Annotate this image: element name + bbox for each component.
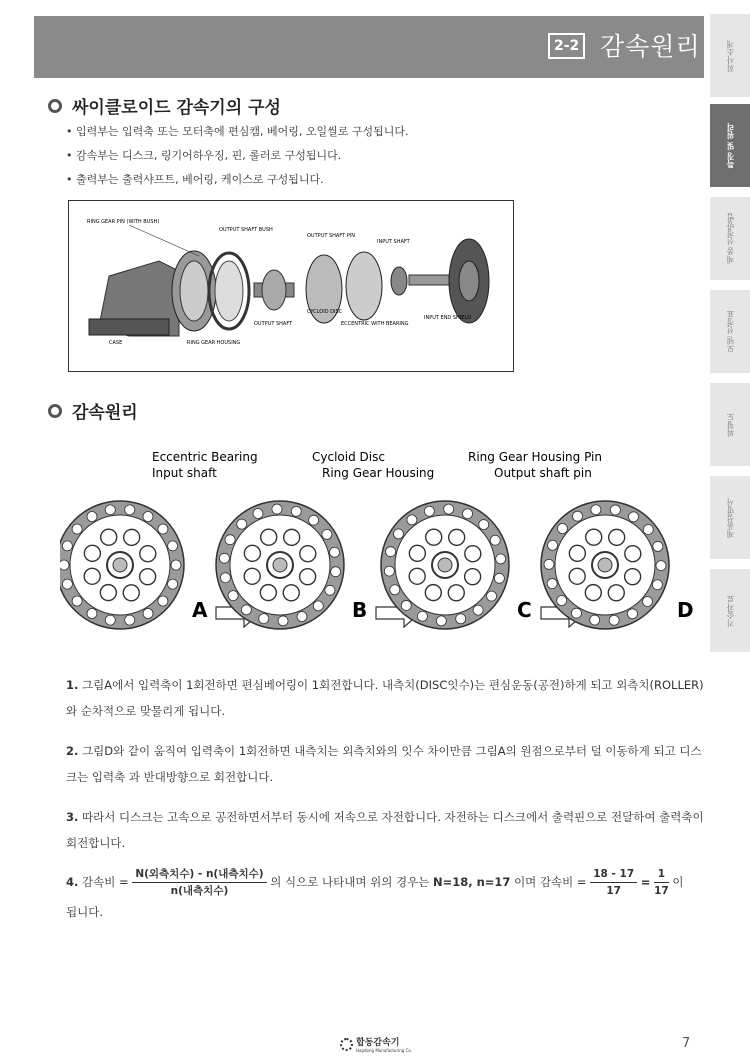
side-tab-dimensions[interactable]: 외형도 [710,383,750,469]
label-output-shaft-pin: Output shaft pin [494,466,592,480]
side-tab-manual[interactable]: 제품설명서 [710,476,750,562]
reduction-principle-diagram [60,445,720,645]
label-ring-gear-housing-pin: Ring Gear Housing Pin [468,450,602,464]
list-item: • 출력부는 출력샤프트, 베어링, 케이스로 구성됩니다. [66,168,409,192]
disc-stage-c [381,501,509,629]
stage-letter-c: C [517,598,532,622]
label-ring-gear-housing: Ring Gear Housing [322,466,435,480]
page-number: 7 [682,1036,691,1051]
ratio-fraction-1: $\frac{18 - 17}{17}$ [590,866,637,899]
side-tab-model-table[interactable]: 모델 선정표 [710,290,750,376]
exploded-view-figure [68,200,514,372]
label-ring-gear-housing: RING GEAR HOUSING [187,340,241,346]
label-eccentric-bearing: ECCENTRIC WITH BEARING [341,321,409,327]
label-ring-gear-pin: RING GEAR PIN (WITH BUSH) [87,219,160,225]
ratio-formula: $\frac{\text{N(외측치수) - n(내측치수)}}{\text{n(내측치수)}}$ [132,866,266,899]
stage-letter-b: B [352,598,368,622]
label-cycloid-disc: Cycloid Disc [312,450,385,464]
label-input-end-shield: INPUT END SHIELD [424,315,472,321]
gear-icon [340,1038,353,1051]
side-tab-company[interactable]: 회사소개 [710,14,750,100]
ring-bullet-icon [48,404,62,418]
section-title: 감속원리 [600,32,701,61]
paragraph-1: 1. 그림A에서 입력축이 1회전하면 편심베어링이 1회전합니다. 내측치(DISC잇수)는 편심운동(공전)하게 되고 외측치(ROLLER)와 순차적으로 맞물리게 됩니다. [66,678,704,718]
label-output-shaft-pin: OUTPUT SHAFT PIN [307,233,355,239]
paragraph-4: 4. 감속비 = $\frac{\text{N(외측치수) - n(내측치수)}}{\text{n(내측치수)}}$ 의 식으로 나타내며 위의 경우는 N=18, n=17 이며 감속비 = $\frac{18 - 17}{17}$ = $\frac{1}{17}$ 이 됩니다. [66,868,684,919]
composition-list [66,120,409,192]
stage-letter-a: A [192,598,208,622]
section2-heading: 감속원리 [48,398,138,423]
paragraph-2: 2. 그림D와 같이 움직여 입력축이 1회전하면 내측치는 외측치와의 잇수 차이만큼 그림A의 원점으로부터 덜 이동하게 되고 디스크는 입력축 과 반대방향으로 회전합니다. [66,744,702,784]
label-input-shaft: INPUT SHAFT [377,239,410,245]
label-output-shaft-bush: OUTPUT SHAFT BUSH [219,227,273,233]
section-number: 2-2 [548,33,585,59]
ring-bullet-icon [48,99,62,113]
company-logo: 합동감속기 Hapdong Manufacturing Co. [340,1035,412,1053]
disc-stage-a [60,501,184,629]
stage-letter-d: D [677,598,694,622]
label-case: CASE [109,340,123,346]
side-tab-selection[interactable]: 제품 선정방법 [710,197,750,283]
list-item: • 입력부는 입력축 또는 모터축에 편심캠, 베어링, 오일씰로 구성됩니다. [66,120,409,144]
section1-heading: 싸이클로이드 감속기의 구성 [48,93,281,118]
label-eccentric-bearing: Eccentric Bearing [152,450,258,464]
disc-stage-d [541,501,669,629]
label-input-shaft: Input shaft [152,466,217,480]
ratio-fraction-2: $\frac{1}{17}$ [654,868,669,897]
side-tab-principle[interactable]: 특징 및 원리 [710,104,750,190]
paragraph-3: 3. 따라서 디스크는 고속으로 공전하면서부터 동시에 저속으로 자전합니다. 자전하는 디스크에서 출력핀으로 전달하여 출력축이 회전합니다. [66,810,704,850]
list-item: • 감속부는 디스크, 링기어하우징, 핀, 롤러로 구성됩니다. [66,144,409,168]
disc-stage-b [216,501,344,629]
label-cycloid-disc: CYCLOID DISC [307,309,343,315]
label-output-shaft: OUTPUT SHAFT [254,321,293,327]
side-tab-tech-data[interactable]: 기술자료 [710,569,750,655]
